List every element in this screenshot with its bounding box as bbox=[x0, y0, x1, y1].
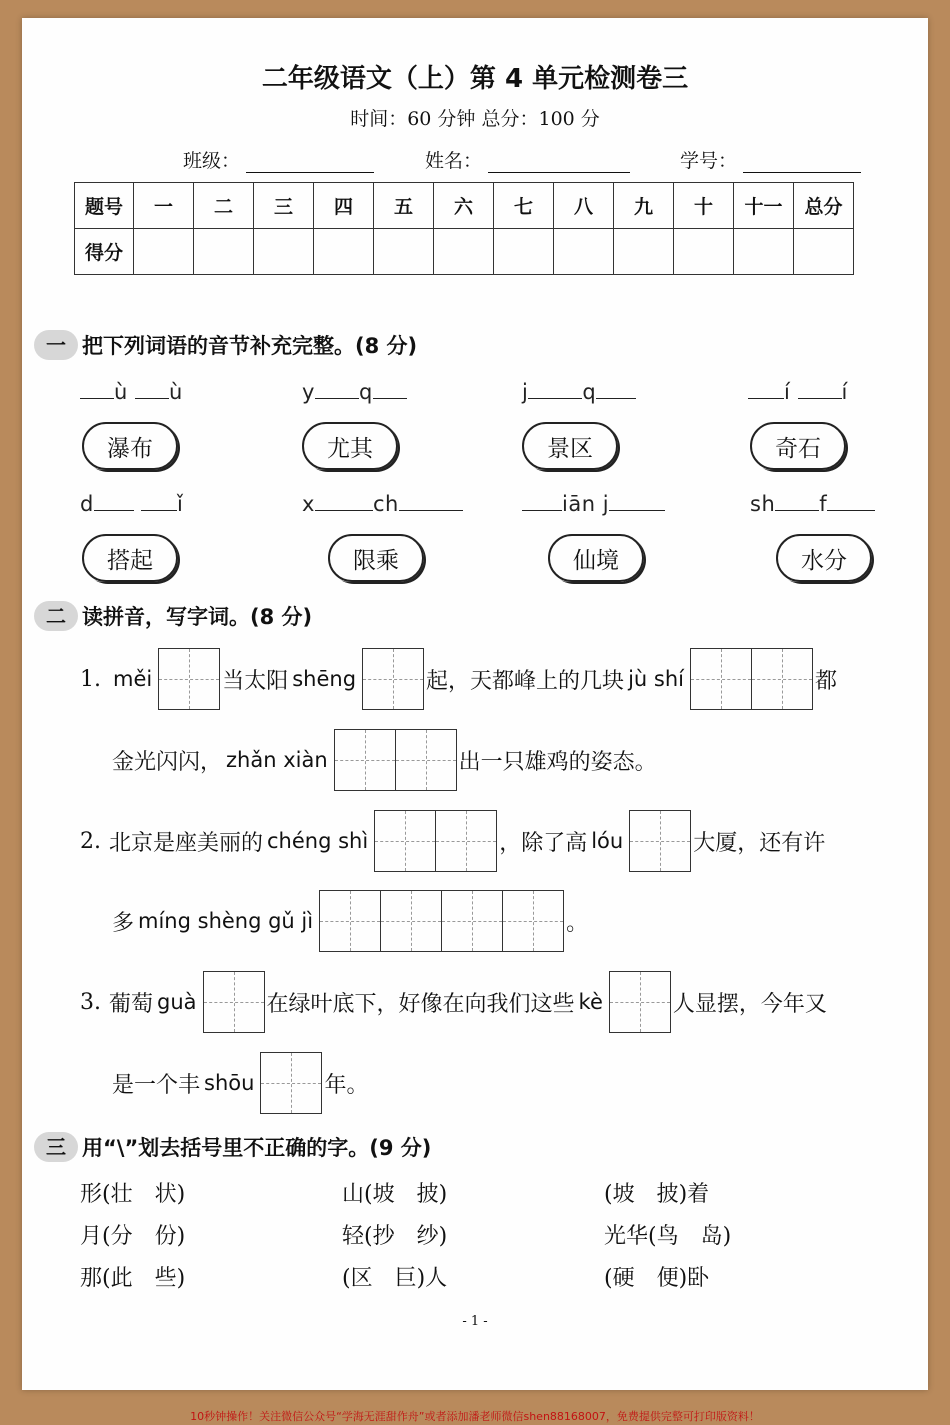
pinyin-blank-5[interactable]: d ǐ bbox=[80, 492, 184, 516]
score-header-cell: 总分 bbox=[794, 183, 854, 229]
score-header-cell: 题号 bbox=[75, 183, 134, 229]
writing-grid[interactable] bbox=[260, 1052, 322, 1114]
id-input-line[interactable] bbox=[743, 150, 861, 173]
writing-grid[interactable] bbox=[629, 810, 691, 872]
score-cell[interactable] bbox=[614, 229, 674, 275]
score-cell[interactable] bbox=[194, 229, 254, 275]
pinyin-blank-1[interactable]: ù ù bbox=[80, 378, 183, 404]
question-2-1-line-1: 1. měi 当太阳 shēng 起，天都峰上的几块 jù shí 都 bbox=[80, 648, 837, 710]
pinyin-blank-6[interactable]: x ch bbox=[302, 490, 463, 516]
score-table bbox=[74, 182, 854, 275]
score-header-cell: 二 bbox=[194, 183, 254, 229]
score-header-cell: 十一 bbox=[734, 183, 794, 229]
score-header-cell: 九 bbox=[614, 183, 674, 229]
score-cell[interactable] bbox=[254, 229, 314, 275]
footer-watermark-text: 10秒钟操作！关注微信公众号“学海无涯甜作舟”或者添加潘老师微信shen88168007，免费提供完整可打印版资料！ bbox=[190, 1410, 760, 1423]
word-cloud: 瀑布 bbox=[82, 422, 178, 470]
pinyin-blank-7[interactable]: iān j bbox=[522, 490, 665, 516]
pinyin-blank-3[interactable]: j q bbox=[522, 378, 636, 404]
writing-grid[interactable] bbox=[319, 890, 564, 952]
choice-item[interactable]: 月(分 份) bbox=[80, 1224, 186, 1249]
section-badge: 三 bbox=[34, 1132, 78, 1162]
class-input-line[interactable] bbox=[246, 150, 374, 173]
question-2-1-line-2: 金光闪闪， zhǎn xiàn 出一只雄鸡的姿态。 bbox=[112, 729, 657, 791]
score-table-header bbox=[75, 183, 854, 229]
class-field: 班级： bbox=[183, 146, 374, 173]
writing-grid[interactable] bbox=[690, 648, 813, 710]
student-id-field: 学号： bbox=[680, 146, 861, 173]
choice-item[interactable]: 形(壮 状) bbox=[80, 1182, 186, 1207]
word-cloud: 搭起 bbox=[82, 534, 178, 582]
choice-item[interactable]: (硬 便)卧 bbox=[604, 1266, 710, 1291]
score-header-cell: 八 bbox=[554, 183, 614, 229]
section-badge: 一 bbox=[34, 330, 78, 360]
score-cell[interactable] bbox=[374, 229, 434, 275]
section-1-heading bbox=[34, 330, 417, 360]
score-cell[interactable] bbox=[794, 229, 854, 275]
score-cell[interactable] bbox=[734, 229, 794, 275]
pinyin-blank-2[interactable]: y q bbox=[302, 378, 407, 404]
score-cell[interactable] bbox=[314, 229, 374, 275]
word-cloud: 尤其 bbox=[302, 422, 398, 470]
choice-item[interactable]: 轻(抄 纱) bbox=[342, 1224, 448, 1249]
score-cell[interactable] bbox=[554, 229, 614, 275]
score-header-cell: 六 bbox=[434, 183, 494, 229]
choice-item[interactable]: 光华(鸟 岛) bbox=[604, 1224, 732, 1249]
choice-item[interactable]: (坡 披)着 bbox=[604, 1182, 710, 1207]
section-title: 把下列词语的音节补充完整。(8 分) bbox=[82, 334, 418, 358]
question-2-3-line-2: 是一个丰 shōu 年。 bbox=[112, 1052, 368, 1114]
writing-grid[interactable] bbox=[334, 729, 457, 791]
score-cell[interactable] bbox=[134, 229, 194, 275]
word-cloud: 景区 bbox=[522, 422, 618, 470]
section-title: 用“\”划去括号里不正确的字。(9 分) bbox=[82, 1136, 432, 1160]
word-cloud: 限乘 bbox=[328, 534, 424, 582]
score-cell[interactable] bbox=[494, 229, 554, 275]
writing-grid[interactable] bbox=[609, 971, 671, 1033]
name-input-line[interactable] bbox=[488, 150, 630, 173]
score-header-cell: 十 bbox=[674, 183, 734, 229]
pinyin-blank-8[interactable]: sh f bbox=[750, 490, 875, 516]
word-cloud: 仙境 bbox=[548, 534, 644, 582]
score-cell[interactable] bbox=[434, 229, 494, 275]
score-header-cell: 四 bbox=[314, 183, 374, 229]
question-2-3-line-1: 3. 葡萄 guà 在绿叶底下，好像在向我们这些 kè 人显摆，今年又 bbox=[80, 971, 827, 1033]
score-header-cell: 五 bbox=[374, 183, 434, 229]
choice-item[interactable]: (区 巨)人 bbox=[342, 1266, 448, 1291]
question-2-2-line-1: 2. 北京是座美丽的 chéng shì ，除了高 lóu 大厦，还有许 bbox=[80, 810, 825, 872]
question-2-2-line-2: 多 míng shèng gǔ jì 。 bbox=[112, 890, 588, 952]
pinyin-blank-4[interactable]: í í bbox=[748, 378, 848, 404]
name-field: 姓名： bbox=[425, 146, 630, 173]
writing-grid[interactable] bbox=[362, 648, 424, 710]
writing-grid[interactable] bbox=[158, 648, 220, 710]
score-header-cell: 七 bbox=[494, 183, 554, 229]
score-row-label: 得分 bbox=[75, 229, 134, 275]
section-2-heading bbox=[34, 601, 312, 631]
section-title: 读拼音，写字词。(8 分) bbox=[82, 605, 313, 629]
score-header-cell: 三 bbox=[254, 183, 314, 229]
word-cloud: 水分 bbox=[776, 534, 872, 582]
section-3-heading bbox=[34, 1132, 431, 1162]
page-number: - 1 - bbox=[462, 1314, 488, 1329]
writing-grid[interactable] bbox=[374, 810, 497, 872]
writing-grid[interactable] bbox=[203, 971, 265, 1033]
choice-item[interactable]: 山(坡 披) bbox=[342, 1182, 448, 1207]
section-badge: 二 bbox=[34, 601, 78, 631]
score-table-row bbox=[75, 229, 854, 275]
score-cell[interactable] bbox=[674, 229, 734, 275]
score-header-cell: 一 bbox=[134, 183, 194, 229]
exam-meta: 时间：60 分钟 总分：100 分 bbox=[350, 108, 600, 130]
word-cloud: 奇石 bbox=[750, 422, 846, 470]
choice-item[interactable]: 那(此 些) bbox=[80, 1266, 186, 1291]
page-title: 二年级语文（上）第 4 单元检测卷三 bbox=[261, 64, 689, 94]
